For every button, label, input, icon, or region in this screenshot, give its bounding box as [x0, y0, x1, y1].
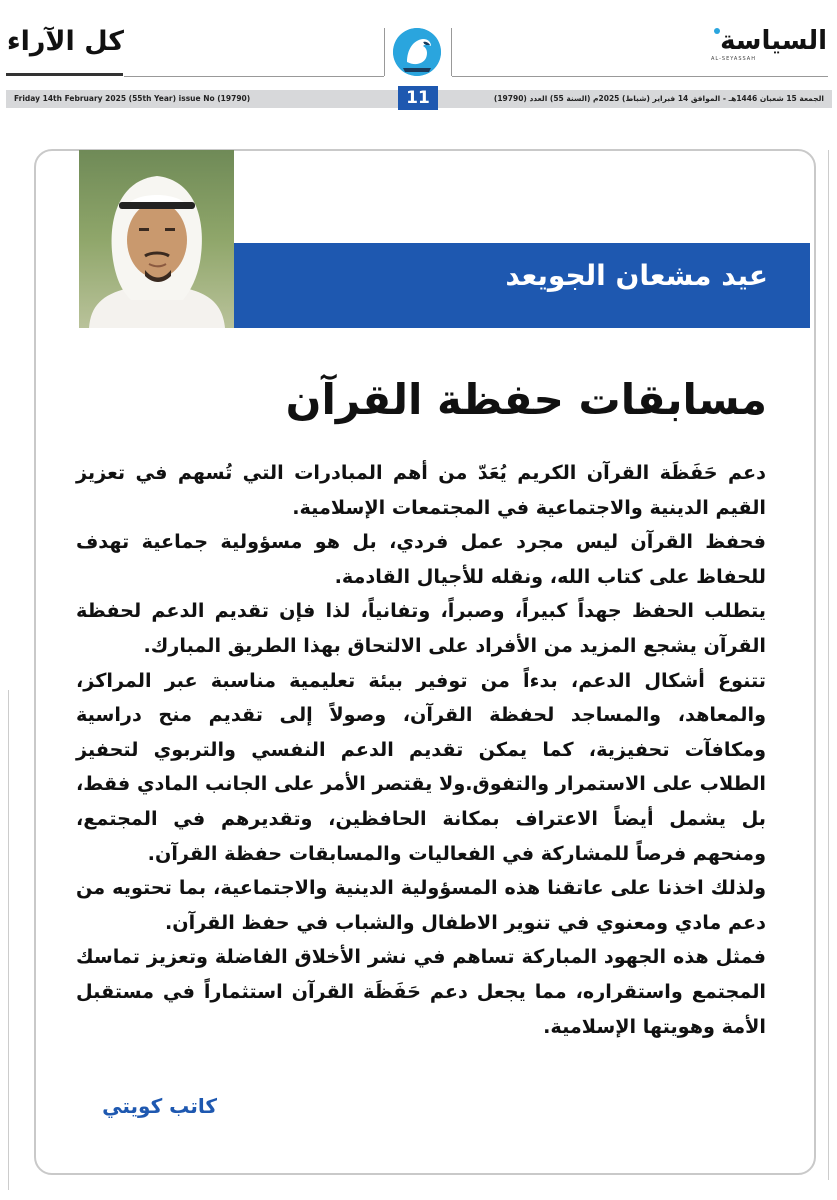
page-number: 11: [398, 86, 438, 110]
article-paragraph: يتطلب الحفظ جهداً كبيراً، وصبراً، وتفانياً، لذا فإن تقديم الدعم لحفظة القرآن يشجع المزيد من الأفراد على الالتحاق بهذا الطريق المبارك.: [76, 599, 766, 657]
article-paragraph: ولذلك اخذنا على عاتقنا هذه المسؤولية الدينية والاجتماعية، بما تحتويه من دعم مادي ومعنوي في تنوير الاطفال والشباب في حفظ القرآن.: [76, 876, 766, 934]
author-photo: [79, 150, 234, 328]
masthead-rule: [451, 28, 452, 76]
masthead-rule: [124, 76, 384, 77]
masthead-rule: [384, 28, 385, 76]
falcon-logo-icon: [393, 28, 441, 76]
brand-english: AL-SEYASSAH: [711, 56, 756, 62]
author-name: عيد مشعان الجويعد: [505, 259, 768, 292]
column-rule: [8, 690, 9, 1190]
article-paragraph: دعم حَفَظَة القرآن الكريم يُعَدّ من أهم المبادرات التي تُسهم في تعزيز القيم الدينية والاجتماعية في المجتمعات الإسلامية.: [76, 461, 766, 519]
section-underline: [6, 73, 123, 76]
author-signature: كاتب كويتي: [102, 1094, 217, 1118]
issue-date-arabic: الجمعة 15 شعبان 1446هـ - الموافق 14 فبراير (شباط) 2025م (السنة 55) العدد (19790): [493, 94, 824, 103]
author-banner: [234, 243, 810, 328]
issue-date-english: Friday 14th February 2025 (55th Year) issue No (19790): [14, 94, 251, 103]
section-title: كل الآراء: [6, 26, 124, 57]
masthead-rule: [452, 76, 828, 77]
brand-arabic: السياسة: [720, 26, 827, 56]
article-paragraph: تتنوع أشكال الدعم، بدءاً من توفير بيئة تعليمية مناسبة عبر المراكز، والمعاهد، والمساجد لحفظة القرآن، وصولاً إلى تقديم منح دراسية ومكافآت تحفيزية، كما يمكن تقديم الدعم النفسي والتربوي لتحفيز الطلاب على الاستمرار والتفوق.ولا يقتصر الأمر على الجانب المادي فقط، بل يشمل أيضاً الاعتراف بمكانة الحافظين، وتقديرهم في المجتمع، ومنحهم فرصاً للمشاركة في الفعاليات والمسابقات حفظة القرآن.: [76, 668, 766, 865]
newspaper-brand: [707, 26, 827, 62]
article-body: [76, 456, 766, 1044]
article-paragraph: فمثل هذه الجهود المباركة تساهم في نشر الأخلاق الفاضلة وتعزيز تماسك المجتمع واستقراره، مما يجعل دعم حَفَظَة القرآن استثماراً في مستقبل الأمة وهويتها الإسلامية.: [76, 945, 766, 1038]
article-paragraph: فحفظ القرآن ليس مجرد عمل فردي، بل هو مسؤولية جماعية تهدف للحفاظ على كتاب الله، ونقله للأجيال القادمة.: [76, 530, 766, 588]
article-headline: مسابقات حفظة القرآن: [285, 375, 767, 424]
column-rule: [828, 150, 829, 1180]
